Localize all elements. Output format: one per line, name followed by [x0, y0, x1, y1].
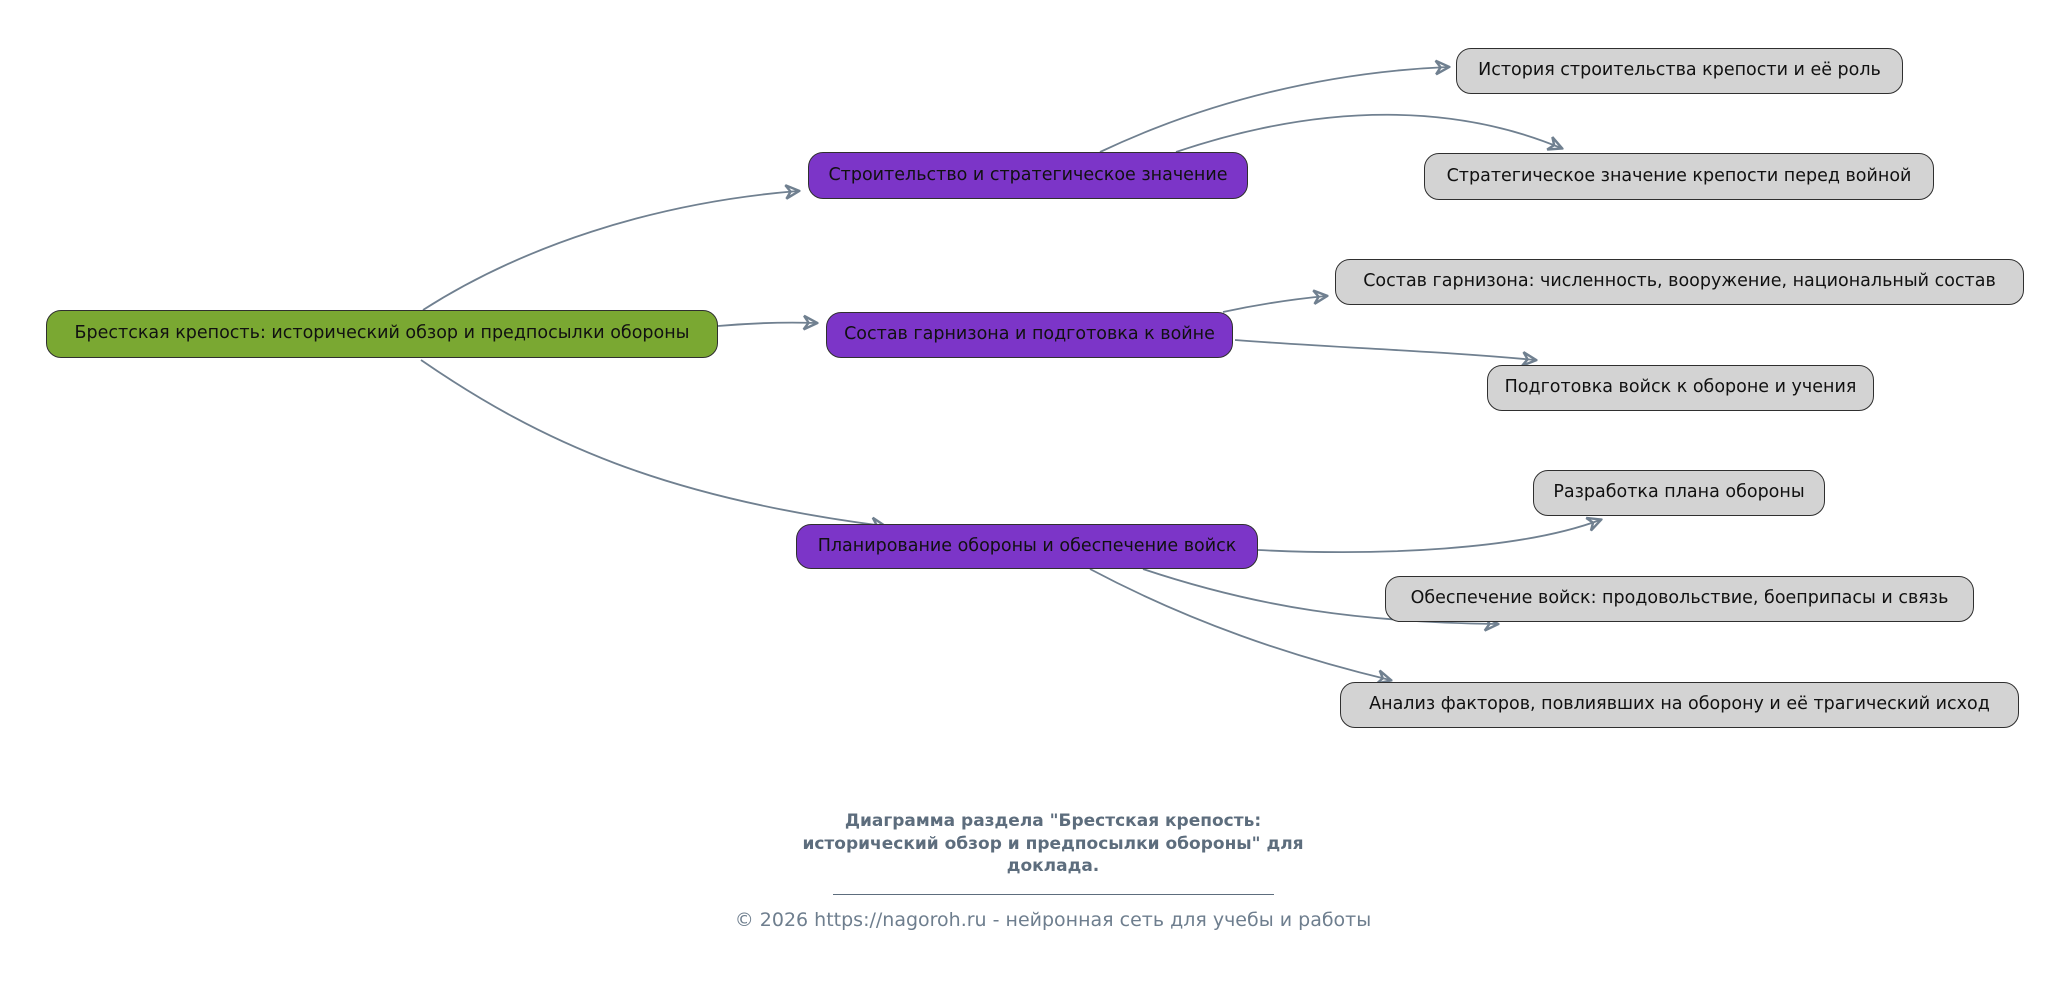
root-node: [46, 310, 718, 358]
copyright-text: © 2026 https://nagoroh.ru - нейронная сеть для учебы и работы: [734, 908, 1372, 931]
branch-node-label: Состав гарнизона и подготовка к войне: [844, 324, 1215, 345]
edge-root-to-branch3: [421, 360, 884, 526]
edge-root-to-branch1: [423, 191, 798, 310]
leaf-node-strategic-value: [1424, 153, 1934, 200]
leaf-node-label: Обеспечение войск: продовольствие, боеприпасы и связь: [1410, 588, 1949, 609]
leaf-node-label: Стратегическое значение крепости перед войной: [1446, 165, 1912, 186]
edge-branch3-to-leaf7: [1090, 569, 1390, 680]
leaf-node-label: Подготовка войск к обороне и учения: [1504, 377, 1857, 398]
branch-node-garrison: [826, 312, 1233, 358]
footer: [703, 810, 1403, 931]
branch-node-construction: [808, 152, 1248, 199]
edge-branch1-to-leaf1: [1100, 67, 1448, 152]
leaf-node-label: Разработка плана обороны: [1553, 482, 1805, 503]
edge-branch1-to-leaf2: [1176, 115, 1561, 152]
edge-branch2-to-leaf4: [1235, 340, 1535, 360]
leaf-node-label: История строительства крепости и её роль: [1478, 60, 1881, 81]
leaf-node-troop-training: [1487, 365, 1874, 411]
branch-node-label: Планирование обороны и обеспечение войск: [817, 535, 1237, 556]
leaf-node-defense-plan: [1533, 470, 1825, 516]
edge-branch3-to-leaf5: [1258, 520, 1600, 552]
root-node-label: Брестская крепость: исторический обзор и предпосылки обороны: [74, 323, 690, 344]
diagram-caption: Диаграмма раздела "Брестская крепость: исторический обзор и предпосылки обороны" для доклада.: [802, 811, 1304, 877]
leaf-node-label: Состав гарнизона: численность, вооружение, национальный состав: [1363, 271, 1996, 292]
edge-branch2-to-leaf3: [1223, 296, 1326, 312]
leaf-node-label: Анализ факторов, повлиявших на оборону и её трагический исход: [1369, 694, 1990, 715]
branch-node-label: Строительство и стратегическое значение: [828, 164, 1228, 185]
leaf-node-history: [1456, 48, 1903, 94]
branch-node-planning: [796, 524, 1258, 569]
edge-root-to-branch2: [718, 323, 816, 326]
footer-divider: [833, 894, 1274, 895]
leaf-node-factor-analysis: [1340, 682, 2019, 728]
leaf-node-supplies: [1385, 576, 1974, 622]
leaf-node-garrison-composition: [1335, 259, 2024, 305]
